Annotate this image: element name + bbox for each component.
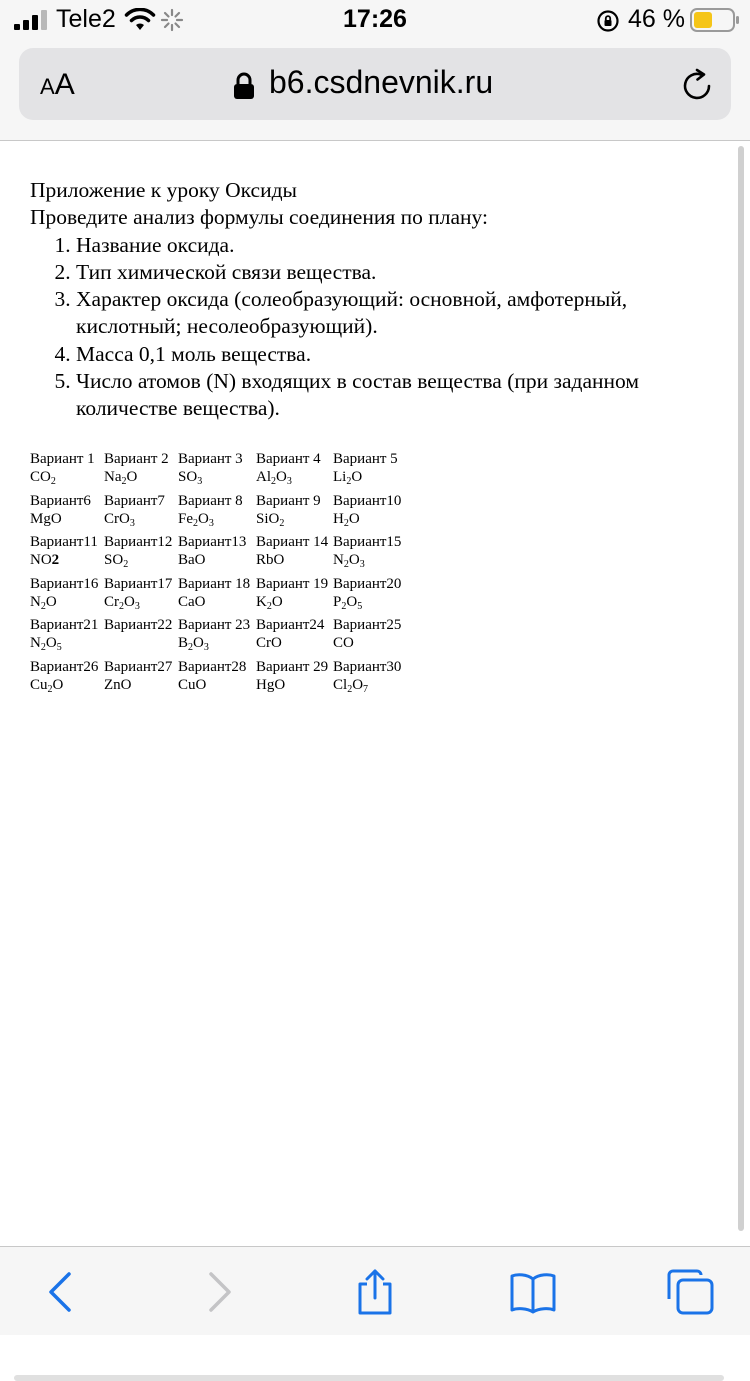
- variant-label: Вариант13: [178, 534, 247, 550]
- formula-text: O: [193, 635, 204, 651]
- formula-text: N: [333, 552, 344, 568]
- variant-formula: [30, 634, 104, 652]
- reload-icon[interactable]: [679, 68, 715, 104]
- variant-formula: [104, 468, 178, 486]
- formula-subscript: 3: [203, 642, 209, 653]
- formula-text: O: [126, 469, 138, 485]
- variant-formula: [178, 468, 256, 486]
- variant-formula: [30, 676, 104, 694]
- formula-digit: 2: [51, 552, 60, 568]
- variant-formula: [178, 593, 256, 611]
- variant-formula: [333, 676, 413, 694]
- variant-label: Вариант6: [30, 492, 91, 509]
- formula-text: SO: [178, 469, 198, 485]
- formula-text: CO: [30, 469, 51, 485]
- formula-text: P: [333, 593, 342, 610]
- variant-cell: [333, 658, 413, 700]
- clock: 17:26: [343, 5, 407, 33]
- variant-formula: [30, 510, 104, 528]
- formula-subscript: 2: [341, 600, 347, 612]
- carrier-name: Tele2: [56, 5, 116, 33]
- formula-text: CaO: [178, 593, 206, 610]
- text-size-button[interactable]: AA: [40, 68, 75, 101]
- variant-cell: [30, 616, 104, 658]
- bookmarks-icon[interactable]: [508, 1269, 558, 1315]
- variant-label: Вариант 9: [256, 492, 321, 509]
- variant-formula: [30, 468, 104, 486]
- variant-cell: [30, 658, 104, 700]
- formula-text: O: [348, 510, 360, 527]
- formula-subscript: 3: [286, 476, 292, 487]
- formula-text: BaO: [178, 552, 206, 568]
- variant-label: Вариант30: [333, 658, 402, 675]
- variant-label: Вариант 19: [256, 575, 329, 592]
- variant-cell: [256, 492, 333, 534]
- tabs-icon[interactable]: [665, 1269, 715, 1315]
- variant-label: Вариант 2: [104, 451, 169, 467]
- formula-subscript: 2: [119, 600, 124, 612]
- plan-item: 1. Название оксида.: [76, 232, 720, 259]
- variant-cell: [178, 450, 256, 492]
- variant-formula: [333, 551, 413, 569]
- variant-cell: [104, 658, 178, 700]
- variant-label: Вариант15: [333, 534, 402, 550]
- formula-subscript: 2: [50, 476, 56, 487]
- browser-toolbar: [0, 1246, 750, 1335]
- variant-label: Вариант22: [104, 617, 173, 633]
- variant-label: Вариант28: [178, 658, 247, 675]
- variants-table: [30, 450, 413, 699]
- variant-label: Вариант 1: [30, 451, 95, 467]
- formula-subscript: 2: [347, 683, 353, 695]
- forward-icon[interactable]: [193, 1269, 243, 1315]
- plan-item: 3. Характер оксида (солеобразующий: основной, амфотерный, кислотный; несолеобразующий).: [76, 286, 720, 341]
- formula-text: SO: [104, 552, 124, 568]
- variant-formula: [256, 676, 333, 694]
- formula-subscript: 2: [193, 517, 198, 529]
- variant-cell: [256, 575, 333, 617]
- variant-formula: [104, 551, 178, 569]
- variant-formula: [104, 634, 178, 652]
- analysis-plan-list: [30, 232, 720, 423]
- formula-subscript: 3: [208, 517, 214, 529]
- formula-text: O: [276, 469, 287, 485]
- formula-subscript: 2: [188, 642, 194, 653]
- variant-label: Вариант 3: [178, 451, 243, 467]
- formula-text: CrO: [104, 510, 130, 527]
- variant-label: Вариант20: [333, 575, 402, 592]
- page-load-track: [14, 1375, 724, 1381]
- variant-label: Вариант 4: [256, 451, 321, 467]
- formula-text: B: [178, 635, 189, 651]
- variant-cell: [256, 658, 333, 700]
- formula-text: CuO: [178, 676, 207, 693]
- formula-text: CrO: [256, 635, 282, 651]
- document-instruction: Проведите анализ формулы соединения по плану:: [30, 205, 488, 230]
- variant-cell: [256, 450, 333, 492]
- formula-text: O: [198, 510, 209, 527]
- formula-text: O: [124, 593, 135, 610]
- formula-text: K: [256, 593, 267, 610]
- formula-subscript: 2: [40, 600, 46, 612]
- formula-subscript: 2: [279, 517, 285, 529]
- variant-cell: [178, 492, 256, 534]
- variant-formula: [256, 593, 333, 611]
- variant-cell: [178, 533, 256, 575]
- variant-cell: [30, 450, 104, 492]
- variant-cell: [178, 575, 256, 617]
- variant-formula: [333, 510, 413, 528]
- variant-cell: [30, 533, 104, 575]
- formula-text: H: [333, 510, 344, 527]
- variant-cell: [30, 492, 104, 534]
- variant-formula: [333, 468, 413, 486]
- variant-formula: [178, 551, 256, 569]
- formula-text: N: [30, 593, 41, 610]
- variant-formula: [178, 634, 256, 652]
- variant-formula: [256, 551, 333, 569]
- variant-formula: [30, 551, 104, 569]
- variant-cell: [333, 492, 413, 534]
- variant-formula: [104, 593, 178, 611]
- battery-icon: [690, 8, 740, 32]
- formula-text: Li: [333, 469, 347, 485]
- variant-label: Вариант17: [104, 575, 173, 592]
- variant-label: Вариант24: [256, 617, 325, 633]
- formula-subscript: 2: [121, 476, 127, 487]
- variant-label: Вариант27: [104, 658, 173, 675]
- plan-item: 5. Число атомов (N) входящих в состав вещества (при заданном количестве вещества).: [76, 368, 720, 423]
- formula-text: Cl: [333, 676, 348, 693]
- formula-text: Cr: [104, 593, 119, 610]
- variant-label: Вариант26: [30, 658, 99, 675]
- variants-row: [30, 450, 413, 492]
- formula-subscript: 2: [346, 476, 352, 487]
- formula-text: N: [30, 635, 41, 651]
- variant-formula: [256, 510, 333, 528]
- formula-text: Cu: [30, 676, 48, 693]
- formula-subscript: 3: [197, 476, 203, 487]
- variant-formula: [30, 593, 104, 611]
- formula-text: RbO: [256, 552, 285, 568]
- variant-cell: [333, 533, 413, 575]
- share-icon[interactable]: [350, 1269, 400, 1315]
- formula-subscript: 2: [123, 559, 129, 570]
- formula-subscript: 5: [357, 600, 363, 612]
- formula-subscript: 3: [134, 600, 140, 612]
- back-icon[interactable]: [37, 1269, 87, 1315]
- formula-text: ZnO: [104, 676, 132, 693]
- variant-formula: [256, 468, 333, 486]
- variant-formula: [178, 676, 256, 694]
- variant-cell: [333, 616, 413, 658]
- web-content[interactable]: [0, 141, 750, 1245]
- plan-item: 2. Тип химической связи вещества.: [76, 259, 720, 286]
- formula-text: Na: [104, 469, 122, 485]
- variant-label: Вариант12: [104, 534, 173, 550]
- rotation-lock-icon: [596, 9, 620, 33]
- variant-formula: [256, 634, 333, 652]
- formula-text: O: [346, 593, 358, 610]
- formula-text: O: [45, 593, 57, 610]
- variant-label: Вариант16: [30, 575, 99, 592]
- variant-cell: [104, 575, 178, 617]
- formula-text: CO: [333, 635, 354, 651]
- formula-text: MgO: [30, 510, 62, 527]
- battery-percent: 46 %: [628, 5, 685, 33]
- variant-cell: [104, 616, 178, 658]
- variant-cell: [178, 658, 256, 700]
- variant-label: Вариант21: [30, 617, 99, 633]
- formula-subscript: 2: [266, 600, 272, 612]
- variant-cell: [256, 533, 333, 575]
- formula-subscript: 2: [343, 559, 349, 570]
- variant-label: Вариант11: [30, 534, 98, 550]
- variant-label: Вариант 18: [178, 575, 251, 592]
- formula-subscript: 7: [363, 683, 369, 695]
- variant-label: Вариант 5: [333, 451, 398, 467]
- plan-item: 4. Масса 0,1 моль вещества.: [76, 341, 720, 368]
- variant-formula: [333, 593, 413, 611]
- variant-cell: [104, 450, 178, 492]
- status-bar: [0, 0, 750, 40]
- variant-cell: [30, 575, 104, 617]
- formula-text: O: [351, 469, 363, 485]
- variant-label: Вариант 23: [178, 617, 251, 633]
- variant-cell: [104, 492, 178, 534]
- variants-row: [30, 616, 413, 658]
- formula-text: O: [352, 676, 364, 693]
- formula-text: O: [52, 676, 64, 693]
- formula-text: O: [271, 593, 283, 610]
- variants-row: [30, 492, 413, 534]
- variant-cell: [178, 616, 256, 658]
- formula-subscript: 2: [40, 642, 46, 653]
- variant-label: Вариант 14: [256, 534, 329, 550]
- formula-subscript: 2: [271, 476, 276, 487]
- variants-row: [30, 575, 413, 617]
- formula-subscript: 3: [129, 517, 135, 529]
- variant-label: Вариант25: [333, 617, 402, 633]
- formula-subscript: 5: [56, 642, 62, 653]
- variant-label: Вариант7: [104, 492, 165, 509]
- document-title: Приложение к уроку Оксиды: [30, 178, 297, 202]
- variant-formula: [104, 510, 178, 528]
- formula-subscript: 2: [343, 517, 349, 529]
- variant-cell: [333, 450, 413, 492]
- formula-text: Fe: [178, 510, 193, 527]
- variant-formula: [178, 510, 256, 528]
- lock-icon: [233, 72, 255, 100]
- variant-label: Вариант 8: [178, 492, 243, 509]
- variants-row: [30, 533, 413, 575]
- variant-cell: [256, 616, 333, 658]
- variant-cell: [333, 575, 413, 617]
- address-bar[interactable]: [19, 48, 731, 120]
- document-text: [30, 177, 720, 423]
- formula-subscript: 3: [359, 559, 365, 570]
- variant-label: Вариант10: [333, 492, 402, 509]
- variant-formula: [333, 634, 413, 652]
- formula-text: O: [348, 552, 360, 568]
- scrollbar[interactable]: [738, 146, 744, 1231]
- variants-row: [30, 658, 413, 700]
- formula-text: O: [45, 635, 57, 651]
- formula-text: NO: [30, 552, 52, 568]
- variant-label: Вариант 29: [256, 658, 329, 675]
- formula-text: Al: [256, 469, 271, 485]
- formula-text: SiO: [256, 510, 280, 527]
- browser-top-bar: [0, 40, 750, 141]
- url-text[interactable]: b6.csdnevnik.ru: [269, 64, 494, 100]
- variant-cell: [104, 533, 178, 575]
- formula-subscript: 2: [47, 683, 53, 695]
- formula-text: HgO: [256, 676, 286, 693]
- variant-formula: [104, 676, 178, 694]
